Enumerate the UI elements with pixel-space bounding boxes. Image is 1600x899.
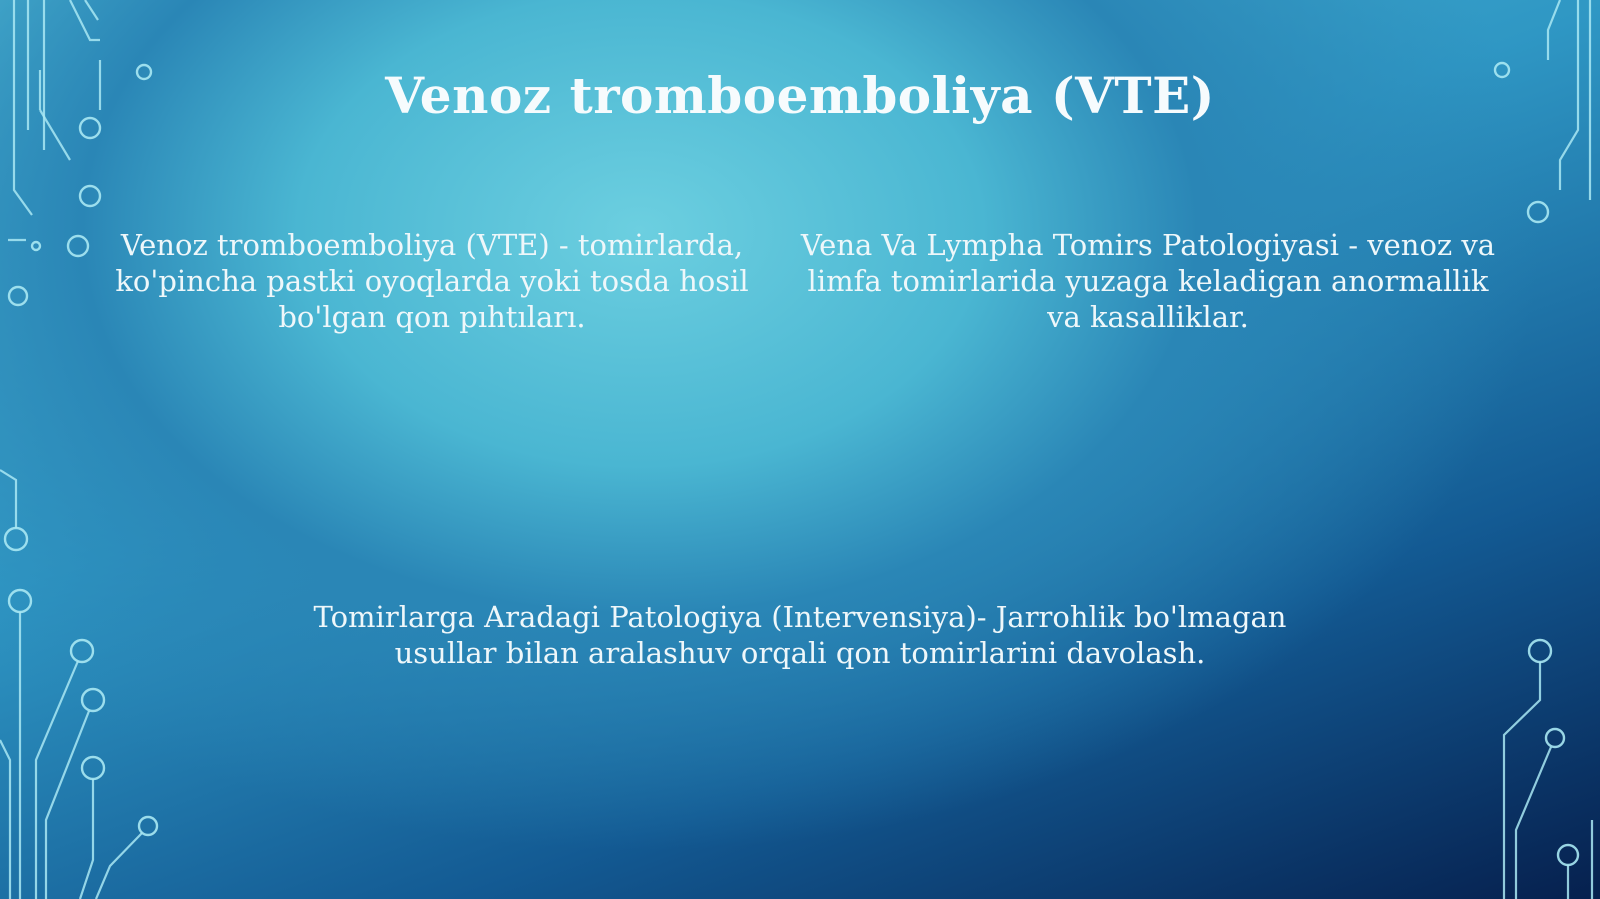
right-paragraph: Vena Va Lympha Tomirs Patologiyasi - venoz va limfa tomirlarida yuzaga keladigan anormallik va kasalliklar. xyxy=(800,228,1496,334)
slide-title: Venoz tromboemboliya (VTE) xyxy=(385,66,1215,125)
bottom-paragraph-line-2: usullar bilan aralashuv orqali qon tomirlarini davolash. xyxy=(394,636,1206,670)
bottom-left-circuit xyxy=(0,590,157,899)
left-middle-circuit xyxy=(0,470,27,550)
bottom-paragraph-line-1: Tomirlarga Aradagi Patologiya (Intervensiya)- Jarrohlik bo'lmagan xyxy=(313,600,1287,634)
bottom-paragraph xyxy=(300,599,1300,671)
bottom-right-circuit xyxy=(1504,640,1592,899)
left-paragraph: Venoz tromboemboliya (VTE) - tomirlarda, ko'pincha pastki oyoqlarda yoki tosda hosil bo'lgan qon pıhtıları. xyxy=(115,228,749,334)
